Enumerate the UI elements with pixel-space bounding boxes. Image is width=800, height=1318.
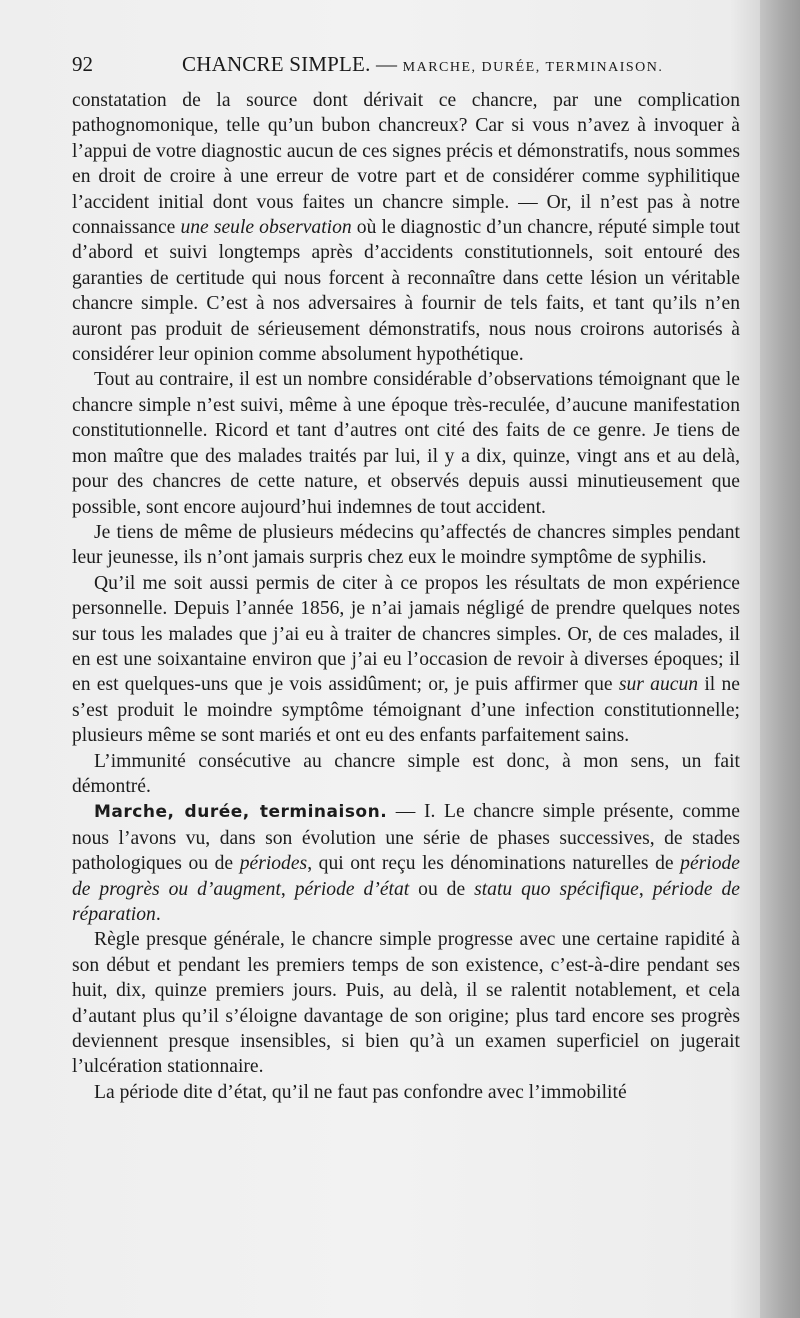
- paragraph-2: Tout au contraire, il est un nombre considérable d’observations témoignant que le chancre simple n’est suivi, même à une époque très-reculée, d’aucune manifestation constitutionnelle. Ricord et tant d’autres ont cité des faits de ce genre. Je tiens de mon maître que des malades traités par lui, il y a dix, quinze, vingt ans et au delà, pour des chancres de cette nature, et observés depuis aussi minutieusement que possible, sont encore aujourd’hui indemnes de tout accident.: [72, 369, 740, 518]
- paragraph-1-rest: où le diagnostic d’un chancre, réputé simple tout d’abord et suivi longtemps après d’accidents constitutionnels, soit entouré des garanties de certitude qui nous forcent à reconnaître dans cette lésion un véritable chancre simple. C’est à nos adversaires à fournir de tels faits, et tant qu’ils n’en auront pas produit de sérieusement démonstratifs, nous nous croirons autorisés à considérer leur opinion comme absolument hypothétique.: [72, 217, 740, 366]
- paragraph-6-text-e: ,: [638, 878, 653, 900]
- paragraph-1-italic: une seule observation: [180, 217, 352, 239]
- paragraph-8: La période dite d’état, qu’il ne faut pas confondre avec l’immobilité: [94, 1081, 627, 1103]
- paragraph-5: L’immunité consécutive au chancre simple est donc, à mon sens, un fait démontré.: [72, 750, 740, 797]
- paragraph-6-italic-1: périodes: [239, 853, 308, 875]
- paragraph-6-italic-3: période d’état: [294, 878, 410, 900]
- paragraph-6-text-c: ,: [280, 878, 295, 900]
- page-header: [72, 52, 740, 82]
- running-subtitle: MARCHE, DURÉE, TERMINAISON.: [402, 60, 664, 75]
- running-head: [182, 52, 663, 77]
- paragraph-1-text: constatation de la source dont dérivait ce chancre, par une complication pathognomonique, telle qu’un bubon chancreux? Car si vous n’avez à invoquer à l’appui de votre diagnostic aucun de ces signes précis et démonstratifs, nous sommes en droit de croire à une erreur de votre part et de considérer comme syphilitique l’accident initial dont vous faites un chancre simple. — Or, il n’est pas à notre connaissance: [72, 90, 740, 239]
- page-edge: [760, 0, 800, 1318]
- paragraph-4: [72, 571, 740, 749]
- paragraph-1: [72, 88, 740, 367]
- paragraph-4-text: Qu’il me soit aussi permis de citer à ce propos les résultats de mon expérience personnelle. Depuis l’année 1856, je n’ai jamais négligé de prendre quelques notes sur tous les malades que j’ai eu à traiter de chancres simples. Or, de ces malades, il en est une soixantaine environ que j’ai eu l’occasion de revoir à diverses époques; il en est quelques-uns que je vois assidûment; or, je puis affirmer que: [72, 572, 740, 696]
- paragraph-4-rest: il ne s’est produit le moindre symptôme témoignant d’une infection constitutionnelle; plusieurs même se sont mariés et ont eu des enfants parfaitement sains.: [72, 674, 740, 747]
- paragraph-6: [72, 799, 740, 927]
- paragraph-6-text-d: ou de: [409, 878, 475, 900]
- body-text: [72, 88, 740, 1105]
- paragraph-7: Règle presque générale, le chancre simple progresse avec une certaine rapidité à son début et pendant les premiers temps de son existence, c’est-à-dire pendant ses huit, dix, quinze premiers jours. Puis, au delà, il se ralentit notablement, et cela d’autant plus qu’il s’éloigne davantage de son origine; plus tard encore ses progrès deviennent presque insensibles, si bien qu’à un examen superficiel on jugerait l’ulcération stationnaire.: [72, 929, 740, 1078]
- paragraph-6-text-f: .: [155, 904, 161, 925]
- paragraph-6-italic-2: période de progrès ou d’augment: [72, 853, 741, 900]
- paragraph-6-text-b: , qui ont reçu les dénominations naturelles de: [307, 853, 681, 875]
- paragraph-6-italic-4: statu quo spécifique: [474, 878, 639, 900]
- running-title: CHANCRE SIMPLE.: [182, 52, 371, 76]
- paragraph-3: Je tiens de même de plusieurs médecins qu’affectés de chancres simples pendant leur jeunesse, ils n’ont jamais surpris chez eux le moindre symptôme de syphilis.: [72, 521, 740, 569]
- section-heading: Marche, durée, terminaison.: [94, 802, 388, 823]
- header-dash: —: [370, 52, 403, 76]
- paragraph-4-italic: sur aucun: [618, 674, 699, 696]
- paragraph-6-italic-5: période de réparation: [72, 878, 740, 925]
- paragraph-6-text-a: — I. Le chancre simple présente, comme nous l’avons vu, dans son évolution une série de phases successives, de stades pathologiques ou de: [72, 801, 740, 875]
- page-number: 92: [72, 52, 93, 76]
